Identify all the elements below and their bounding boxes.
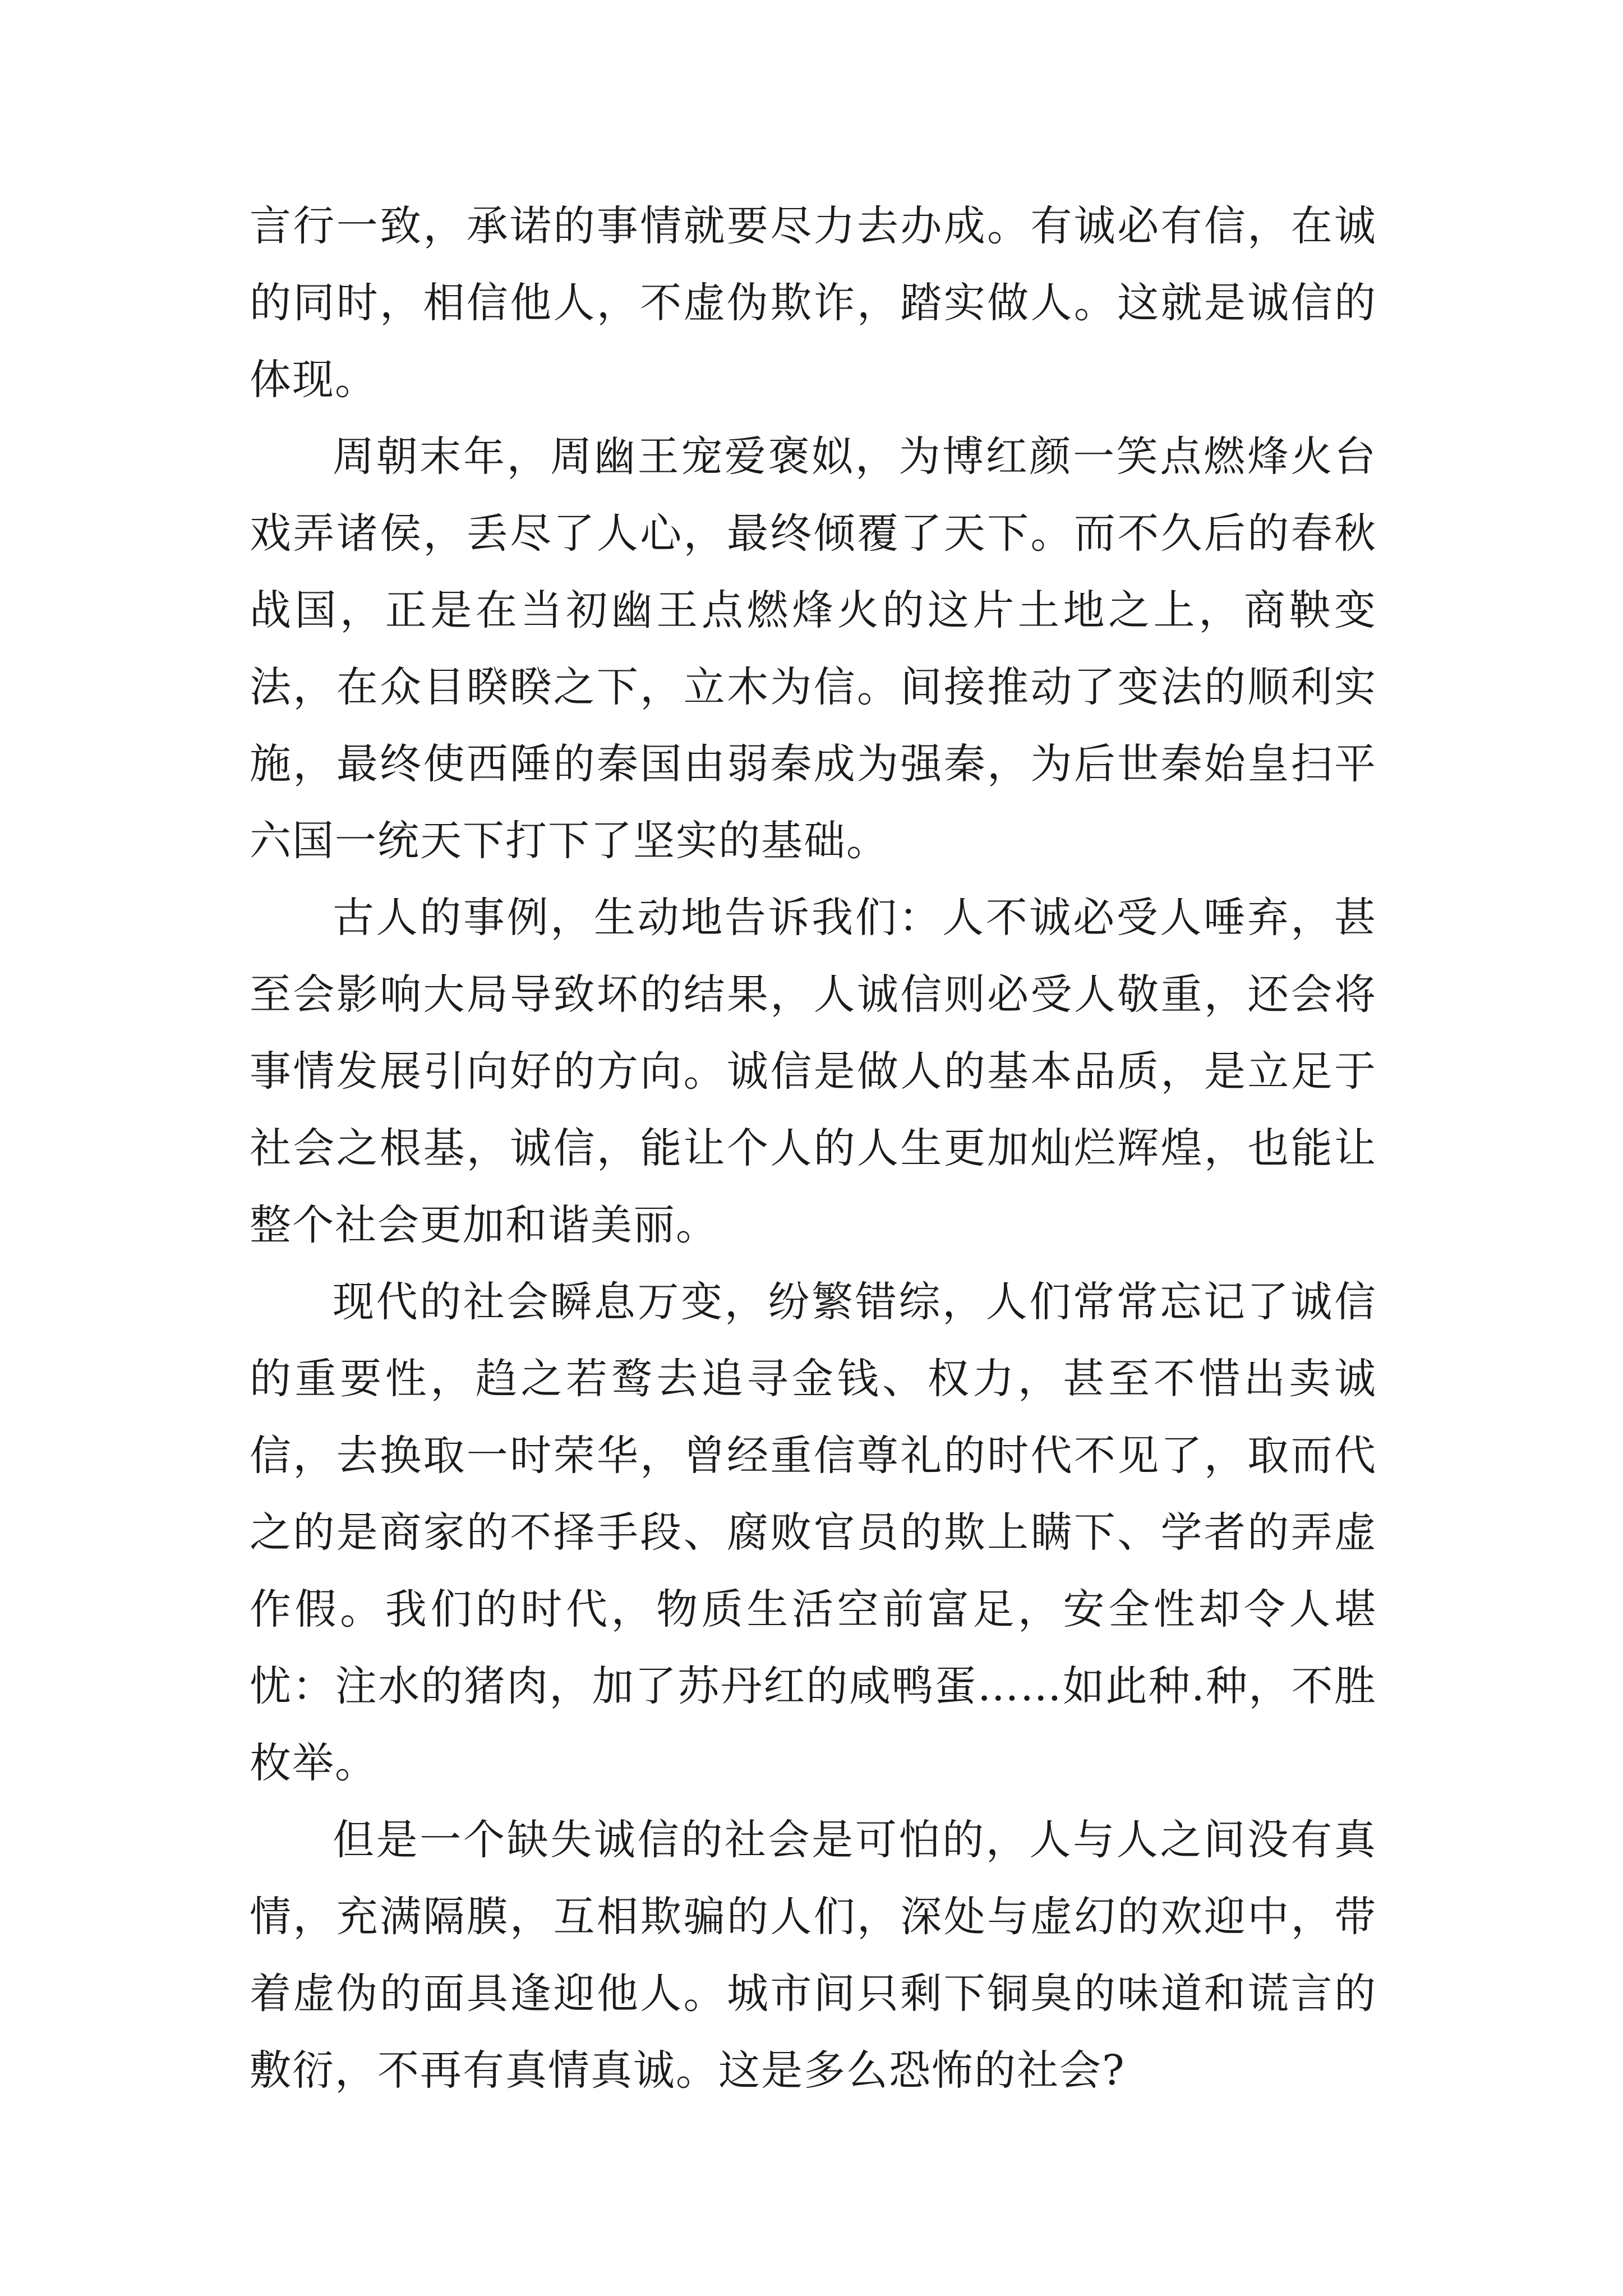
paragraph-5: 但是一个缺失诚信的社会是可怕的，人与人之间没有真情，充满隔膜，互相欺骗的人们，深处与虚幻的欢迎中，带着虚伪的面具逢迎他人。城市间只剩下铜臭的味道和谎言的敷衍，不再有真情真诚。这是多么恐怖的社会? bbox=[250, 1816, 1377, 2095]
paragraph-1: 言行一致，承诺的事情就要尽力去办成。有诚必有信，在诚的同时，相信他人，不虚伪欺诈，踏实做人。这就是诚信的体现。 bbox=[250, 202, 1377, 404]
paragraph-4: 现代的社会瞬息万变，纷繁错综，人们常常忘记了诚信的重要性，趋之若鹜去追寻金钱、权力，甚至不惜出卖诚信，去换取一时荣华，曾经重信尊礼的时代不见了，取而代之的是商家的不择手段、腐败官员的欺上瞒下、学者的弄虚作假。我们的时代，物质生活空前富足，安全性却令人堪忧：注水的猪肉，加了苏丹红的咸鸭蛋……如此种.种，不胜枚举。 bbox=[250, 1278, 1377, 1787]
body-text bbox=[250, 188, 1377, 2109]
paragraph-2: 周朝末年，周幽王宠爱褒姒，为博红颜一笑点燃烽火台戏弄诸侯，丢尽了人心，最终倾覆了天下。而不久后的春秋战国，正是在当初幽王点燃烽火的这片土地之上，商鞅变法，在众目睽睽之下，立木为信。间接推动了变法的顺利实施，最终使西陲的秦国由弱秦成为强秦，为后世秦始皇扫平六国一统天下打下了坚实的基础。 bbox=[250, 432, 1377, 865]
paragraph-3: 古人的事例，生动地告诉我们：人不诚必受人唾弃，甚至会影响大局导致坏的结果，人诚信则必受人敬重，还会将事情发展引向好的方向。诚信是做人的基本品质，是立足于社会之根基，诚信，能让个人的人生更加灿烂辉煌，也能让整个社会更加和谐美丽。 bbox=[250, 894, 1377, 1249]
